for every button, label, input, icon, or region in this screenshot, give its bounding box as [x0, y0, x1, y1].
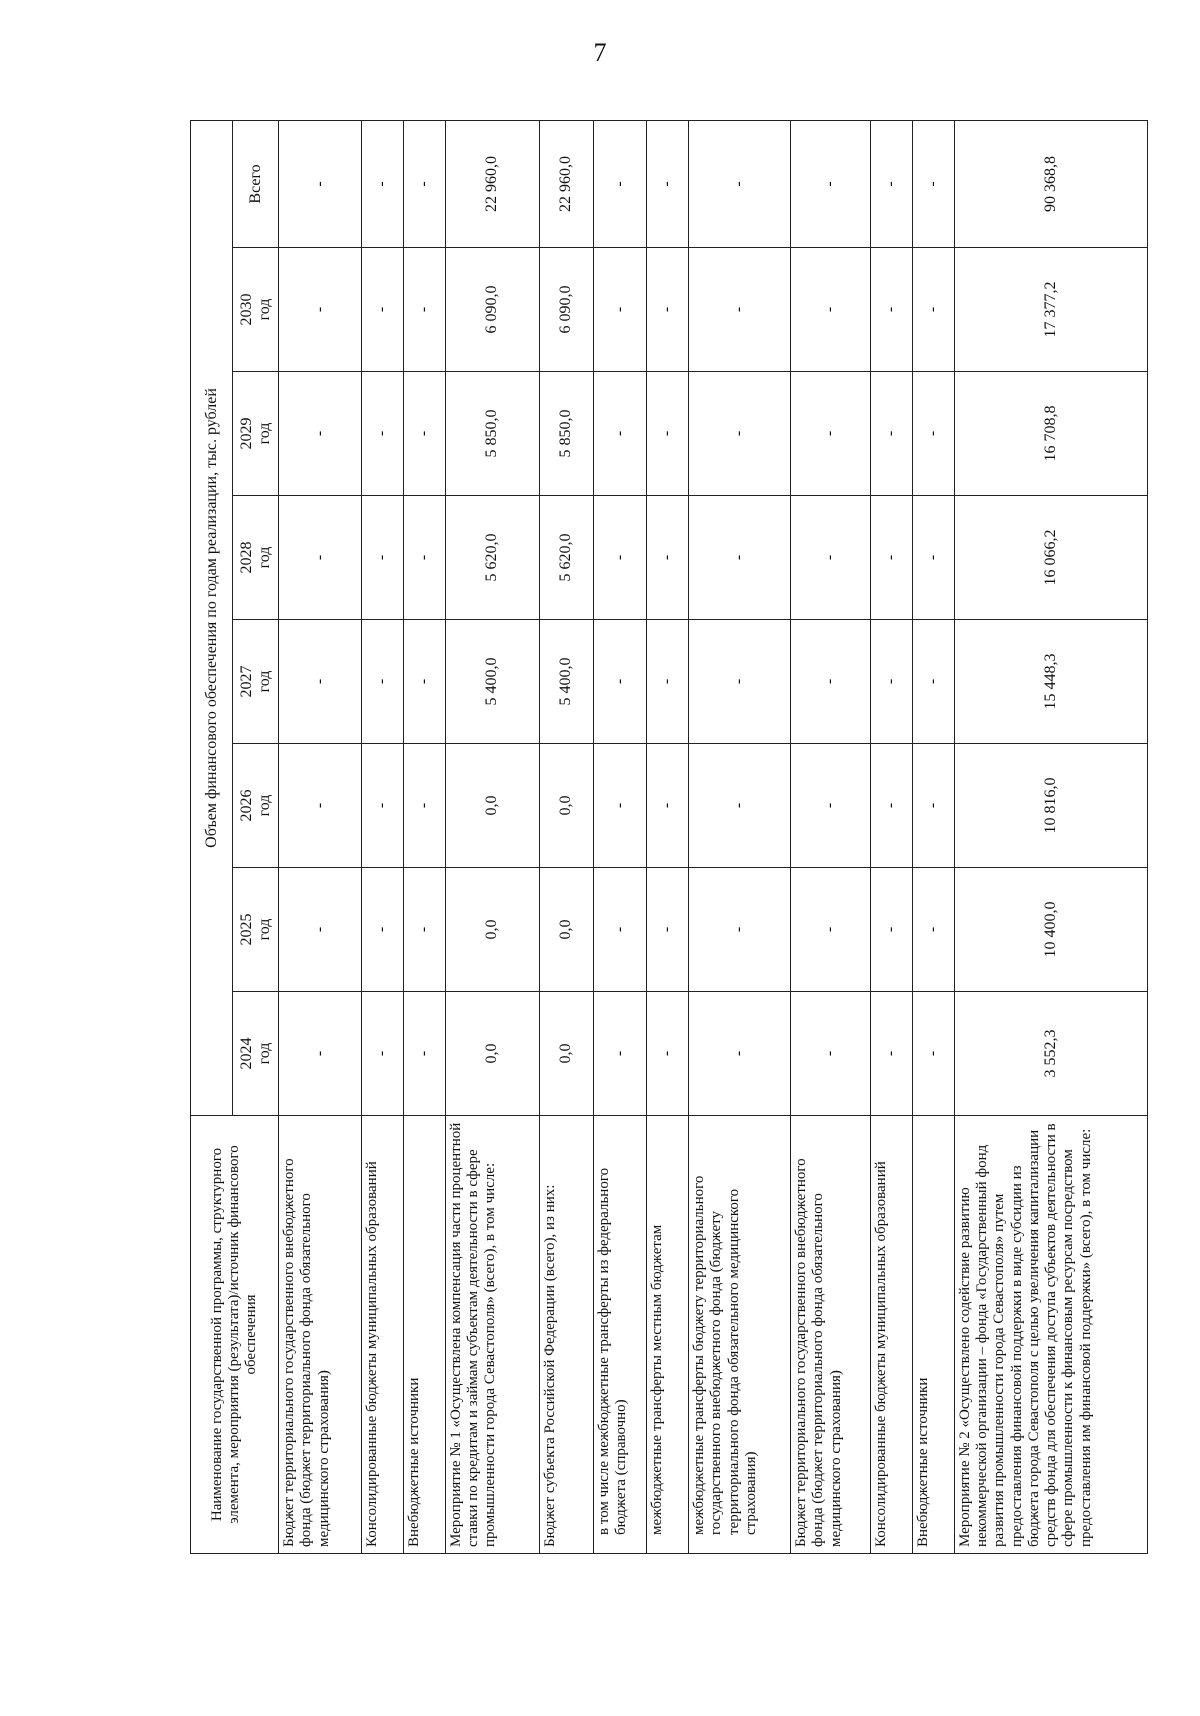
- value-cell: -: [279, 120, 362, 247]
- value-cell: 0,0: [540, 868, 593, 992]
- value-cell: -: [689, 248, 791, 372]
- value-cell: 90 368,8: [954, 120, 1147, 247]
- table-row: [403, 120, 445, 1553]
- value-cell: 0,0: [540, 744, 593, 868]
- value-cell: -: [689, 744, 791, 868]
- value-cell: 0,0: [540, 992, 593, 1116]
- value-cell: -: [912, 372, 954, 496]
- value-cell: 10 816,0: [954, 744, 1147, 868]
- value-cell: -: [403, 372, 445, 496]
- table-row: [912, 120, 954, 1553]
- value-cell: -: [279, 248, 362, 372]
- financing-group-header: Объем финансового обеспечения по годам реализации, тыс. рублей: [191, 120, 233, 1115]
- financing-table-rotated: [190, 121, 1148, 1554]
- value-cell: -: [361, 372, 403, 496]
- value-cell: -: [870, 248, 912, 372]
- value-cell: -: [912, 496, 954, 620]
- value-cell: -: [912, 120, 954, 247]
- value-cell: 5 400,0: [540, 620, 593, 744]
- value-cell: -: [646, 120, 688, 247]
- value-cell: -: [593, 992, 646, 1116]
- value-cell: 5 850,0: [540, 372, 593, 496]
- value-cell: -: [870, 992, 912, 1116]
- table-row: [593, 120, 646, 1553]
- value-cell: -: [689, 372, 791, 496]
- value-cell: -: [361, 620, 403, 744]
- value-cell: -: [361, 992, 403, 1116]
- value-cell: -: [361, 248, 403, 372]
- value-cell: -: [361, 496, 403, 620]
- year-header: 2028 год: [233, 496, 279, 620]
- table-row: [791, 120, 871, 1553]
- table-row: [954, 120, 1147, 1553]
- value-cell: -: [870, 620, 912, 744]
- value-cell: -: [689, 992, 791, 1116]
- value-cell: -: [689, 620, 791, 744]
- row-label: Мероприятие № 1 «Осуществлена компенсация части процентной ставки по кредитам и займам субъектам деятельности в сфере промышленности города Севастополя» (всего), в том числе:: [445, 1116, 539, 1554]
- value-cell: -: [646, 496, 688, 620]
- year-header: 2027 год: [233, 620, 279, 744]
- value-cell: -: [689, 496, 791, 620]
- year-header: 2030 год: [233, 248, 279, 372]
- value-cell: 16 708,8: [954, 372, 1147, 496]
- value-cell: 22 960,0: [540, 120, 593, 247]
- value-cell: -: [791, 248, 871, 372]
- value-cell: -: [689, 120, 791, 247]
- row-label: в том числе межбюджетные трансферты из федерального бюджета (справочно): [593, 1116, 646, 1554]
- value-cell: -: [593, 744, 646, 868]
- value-cell: 17 377,2: [954, 248, 1147, 372]
- value-cell: 0,0: [445, 868, 539, 992]
- total-header: Всего: [233, 120, 279, 247]
- row-label: межбюджетные трансферты бюджету территориального государственного внебюджетного фонда (бюджету территориального фонда обязательного медицинского страхования): [689, 1116, 791, 1554]
- value-cell: 5 620,0: [540, 496, 593, 620]
- year-header: 2026 год: [233, 744, 279, 868]
- value-cell: -: [403, 496, 445, 620]
- table-row: [361, 120, 403, 1553]
- value-cell: -: [403, 620, 445, 744]
- table-row: [279, 120, 362, 1553]
- value-cell: 0,0: [445, 992, 539, 1116]
- value-cell: 6 090,0: [445, 248, 539, 372]
- value-cell: -: [870, 744, 912, 868]
- value-cell: -: [279, 992, 362, 1116]
- value-cell: -: [870, 120, 912, 247]
- value-cell: -: [593, 120, 646, 247]
- table-row: [646, 120, 688, 1553]
- value-cell: -: [593, 620, 646, 744]
- value-cell: -: [870, 372, 912, 496]
- year-header: 2029 год: [233, 372, 279, 496]
- value-cell: -: [593, 868, 646, 992]
- row-label: межбюджетные трансферты местным бюджетам: [646, 1116, 688, 1554]
- row-label: Внебюджетные источники: [403, 1116, 445, 1554]
- value-cell: 0,0: [445, 744, 539, 868]
- value-cell: -: [870, 868, 912, 992]
- value-cell: -: [279, 868, 362, 992]
- value-cell: -: [279, 620, 362, 744]
- row-label: Бюджет субъекта Российской Федерации (всего), из них:: [540, 1116, 593, 1554]
- row-label: Бюджет территориального государственного внебюджетного фонда (бюджет территориального фонда обязательного медицинского страхования): [279, 1116, 362, 1554]
- row-label: Консолидированные бюджеты муниципальных образований: [361, 1116, 403, 1554]
- value-cell: -: [646, 372, 688, 496]
- value-cell: -: [593, 496, 646, 620]
- value-cell: 5 620,0: [445, 496, 539, 620]
- value-cell: -: [912, 248, 954, 372]
- value-cell: 16 066,2: [954, 496, 1147, 620]
- table-row: [540, 120, 593, 1553]
- value-cell: -: [791, 868, 871, 992]
- value-cell: -: [403, 120, 445, 247]
- year-header: 2024 год: [233, 992, 279, 1116]
- value-cell: -: [403, 992, 445, 1116]
- value-cell: -: [912, 620, 954, 744]
- name-column-header: Наименование государственной программы, структурного элемента, мероприятия (результата)/источник финансового обеспечения: [191, 1116, 279, 1554]
- value-cell: 6 090,0: [540, 248, 593, 372]
- value-cell: 10 400,0: [954, 868, 1147, 992]
- value-cell: 22 960,0: [445, 120, 539, 247]
- value-cell: -: [279, 372, 362, 496]
- value-cell: -: [791, 620, 871, 744]
- value-cell: -: [361, 868, 403, 992]
- value-cell: -: [912, 744, 954, 868]
- value-cell: -: [791, 372, 871, 496]
- value-cell: 3 552,3: [954, 992, 1147, 1116]
- value-cell: -: [646, 992, 688, 1116]
- table-row: [870, 120, 912, 1553]
- table-row: [689, 120, 791, 1553]
- value-cell: -: [912, 868, 954, 992]
- value-cell: -: [646, 744, 688, 868]
- value-cell: -: [279, 496, 362, 620]
- value-cell: -: [403, 744, 445, 868]
- value-cell: -: [403, 248, 445, 372]
- page-number: 7: [593, 38, 607, 67]
- value-cell: -: [912, 992, 954, 1116]
- value-cell: -: [791, 496, 871, 620]
- table-row: [445, 120, 539, 1553]
- value-cell: -: [646, 868, 688, 992]
- value-cell: -: [279, 744, 362, 868]
- value-cell: -: [870, 496, 912, 620]
- value-cell: -: [361, 744, 403, 868]
- value-cell: 5 400,0: [445, 620, 539, 744]
- value-cell: -: [791, 744, 871, 868]
- value-cell: -: [361, 120, 403, 247]
- year-header: 2025 год: [233, 868, 279, 992]
- financing-table: [190, 120, 1148, 1554]
- value-cell: -: [403, 868, 445, 992]
- row-label: Консолидированные бюджеты муниципальных образований: [870, 1116, 912, 1554]
- value-cell: -: [593, 248, 646, 372]
- row-label: Бюджет территориального государственного внебюджетного фонда (бюджет территориального фонда обязательного медицинского страхования): [791, 1116, 871, 1554]
- value-cell: 15 448,3: [954, 620, 1147, 744]
- value-cell: -: [791, 992, 871, 1116]
- value-cell: -: [646, 620, 688, 744]
- value-cell: -: [646, 248, 688, 372]
- value-cell: -: [689, 868, 791, 992]
- value-cell: -: [791, 120, 871, 247]
- row-label: Внебюджетные источники: [912, 1116, 954, 1554]
- value-cell: 5 850,0: [445, 372, 539, 496]
- row-label: Мероприятие № 2 «Осуществлено содействие развитию некоммерческой организации – фонда «Государственный фонд развития промышленности города Севастополя» путем предоставления финансовой поддержки в виде субсидии из бюджета города Севастополя с целью увеличения капитализации средств фонда для обеспечения доступа субъектов деятельности в сфере промышленности к финансовым ресурсам посредством предоставления им финансовой поддержки» (всего), в том числе:: [954, 1116, 1147, 1554]
- value-cell: -: [593, 372, 646, 496]
